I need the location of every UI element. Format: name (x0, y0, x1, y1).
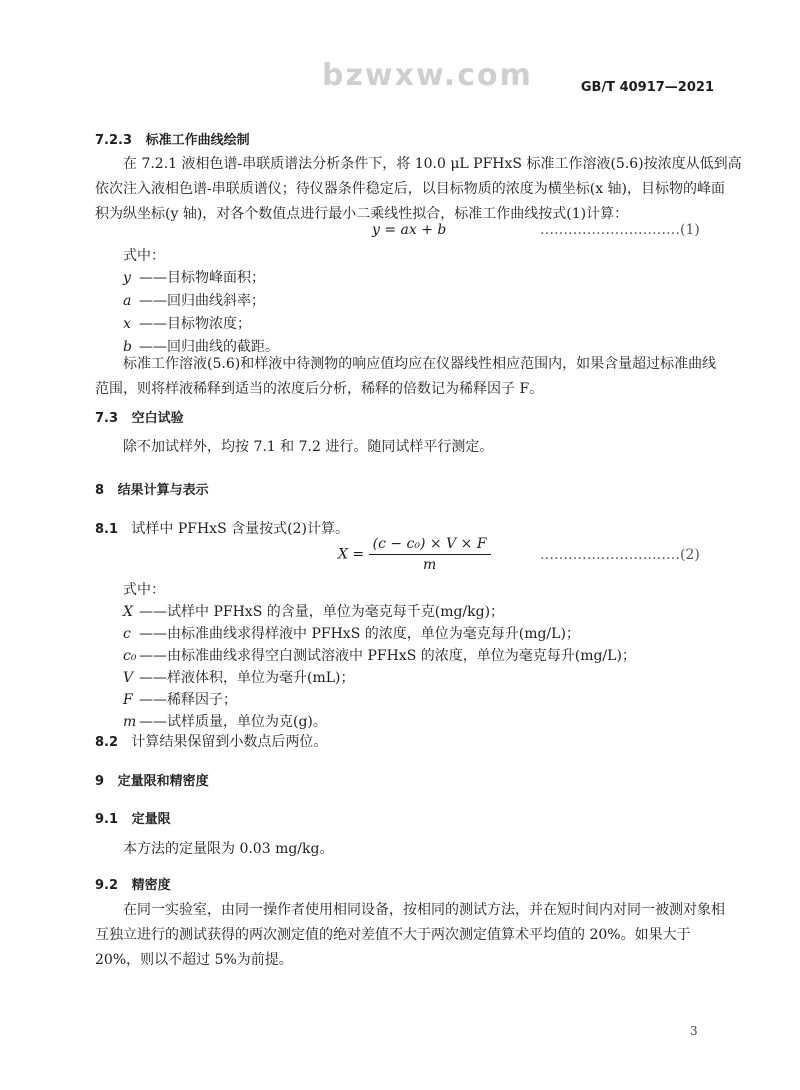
definition-text: ——目标物浓度； (139, 316, 251, 332)
section-number: 8.1 (95, 522, 119, 537)
section-9-1-heading (95, 808, 171, 827)
denominator: m (422, 557, 437, 573)
paragraph-curve-method (95, 152, 742, 227)
definition-row (123, 689, 237, 709)
definition-text: ——回归曲线斜率； (139, 293, 265, 309)
symbol: m (123, 714, 137, 730)
definition-row (123, 267, 265, 287)
section-8-2 (95, 731, 327, 751)
formula-2-number: …………………………(2) (540, 547, 700, 563)
symbol: V (123, 670, 134, 686)
formula-2 (338, 536, 491, 573)
watermark: bzwxw.com (322, 58, 533, 93)
section-number: 9.2 (95, 878, 119, 893)
definition-text: ——目标物峰面积； (139, 270, 265, 286)
blank-test-text: 除不加试样外，均按 7.1 和 7.2 进行。随同试样平行测定。 (123, 439, 494, 455)
text-line: 在同一实验室，由同一操作者使用相同设备，按相同的测试方法，并在短时间内对同一被测对象相 (123, 902, 725, 918)
page-number: 3 (690, 1024, 698, 1038)
definition-row (123, 711, 327, 731)
text-line: 标准工作溶液(5.6)和样液中待测物的响应值均应在仪器线性相应范围内，如果含量超过标准曲线 (123, 356, 717, 372)
text-line: 在 7.2.1 液相色谱-串联质谱法分析条件下，将 10.0 μL PFHxS 标准工作溶液(5.6)按浓度从低到高 (123, 156, 742, 172)
definition-text: ——试样质量，单位为克(g)。 (139, 714, 327, 730)
text-line: 互独立进行的测试获得的两次测定值的绝对差值不大于两次测定值算术平均值的 20%。如果大于 (95, 927, 691, 943)
where-label: 式中： (123, 582, 165, 598)
standard-code: GB/T 40917—2021 (580, 80, 714, 95)
section-title: 精密度 (131, 878, 171, 893)
paragraph-dilution (95, 352, 715, 402)
loq-text: 本方法的定量限为 0.03 mg/kg。 (123, 841, 334, 857)
definition-text: ——由标准曲线求得样液中 PFHxS 的浓度，单位为毫克每升(mg/L)； (139, 626, 580, 642)
definition-text: ——由标准曲线求得空白测试溶液中 PFHxS 的浓度，单位为毫克每升(mg/L)； (139, 648, 636, 664)
section-9-2-heading (95, 874, 171, 893)
text-line: 范围，则将样液稀释到适当的浓度后分析，稀释的倍数记为稀释因子 F。 (95, 381, 544, 397)
symbol: a (123, 293, 132, 309)
definition-row (123, 290, 265, 310)
symbol: X (123, 604, 133, 620)
section-number: 9 (95, 774, 105, 789)
section-number: 7.3 (95, 411, 119, 426)
section-8-heading (95, 479, 209, 498)
symbol: y (123, 270, 131, 286)
paragraph-precision (95, 898, 725, 973)
formula-1-number: …………………………(1) (540, 222, 700, 238)
definition-row (123, 601, 504, 621)
section-number: 8.2 (95, 735, 119, 750)
symbol: F (123, 692, 133, 708)
symbol: c (123, 626, 131, 642)
formula-lhs: X = (338, 546, 365, 563)
section-8-1 (95, 518, 349, 538)
formula-1: y = ax + b (372, 222, 447, 238)
section-title: 标准工作曲线绘制 (145, 133, 250, 148)
section-9-heading (95, 770, 209, 789)
section-number: 7.2.3 (95, 133, 133, 148)
section-title: 定量限 (131, 812, 171, 827)
section-7-2-3-heading (95, 129, 250, 148)
section-number: 8 (95, 483, 105, 498)
where-label: 式中： (123, 248, 165, 264)
section-text: 计算结果保留到小数点后两位。 (131, 734, 328, 750)
symbol: b (123, 339, 132, 355)
definition-row (123, 645, 636, 665)
definition-text: ——稀释因子； (139, 692, 237, 708)
definition-text: ——试样中 PFHxS 的含量，单位为毫克每千克(mg/kg)； (139, 604, 505, 620)
section-title: 结果计算与表示 (117, 483, 209, 498)
text-line: 积为纵坐标(y 轴)，对各个数值点进行最小二乘线性拟合，标准工作曲线按式(1)计算： (95, 206, 629, 222)
definition-row (123, 313, 251, 333)
definition-row (123, 623, 580, 643)
section-number: 9.1 (95, 812, 119, 827)
section-text: 试样中 PFHxS 含量按式(2)计算。 (131, 521, 349, 537)
definition-row (123, 667, 355, 687)
text-line: 20%，则以不超过 5%为前提。 (95, 952, 293, 968)
definition-text: ——回归曲线的截距。 (139, 339, 279, 355)
text-line: 依次注入液相色谱-串联质谱仪；待仪器条件稳定后，以目标物质的浓度为横坐标(x 轴)，目标物的峰面 (95, 181, 725, 197)
symbol: x (123, 316, 131, 332)
section-7-3-heading (95, 407, 184, 426)
section-title: 定量限和精密度 (117, 774, 209, 789)
section-title: 空白试验 (131, 411, 184, 426)
fraction (369, 536, 491, 573)
numerator: (c − c₀) × V × F (369, 536, 491, 555)
symbol: c₀ (123, 648, 137, 664)
definition-text: ——样液体积，单位为毫升(mL)； (139, 670, 355, 686)
